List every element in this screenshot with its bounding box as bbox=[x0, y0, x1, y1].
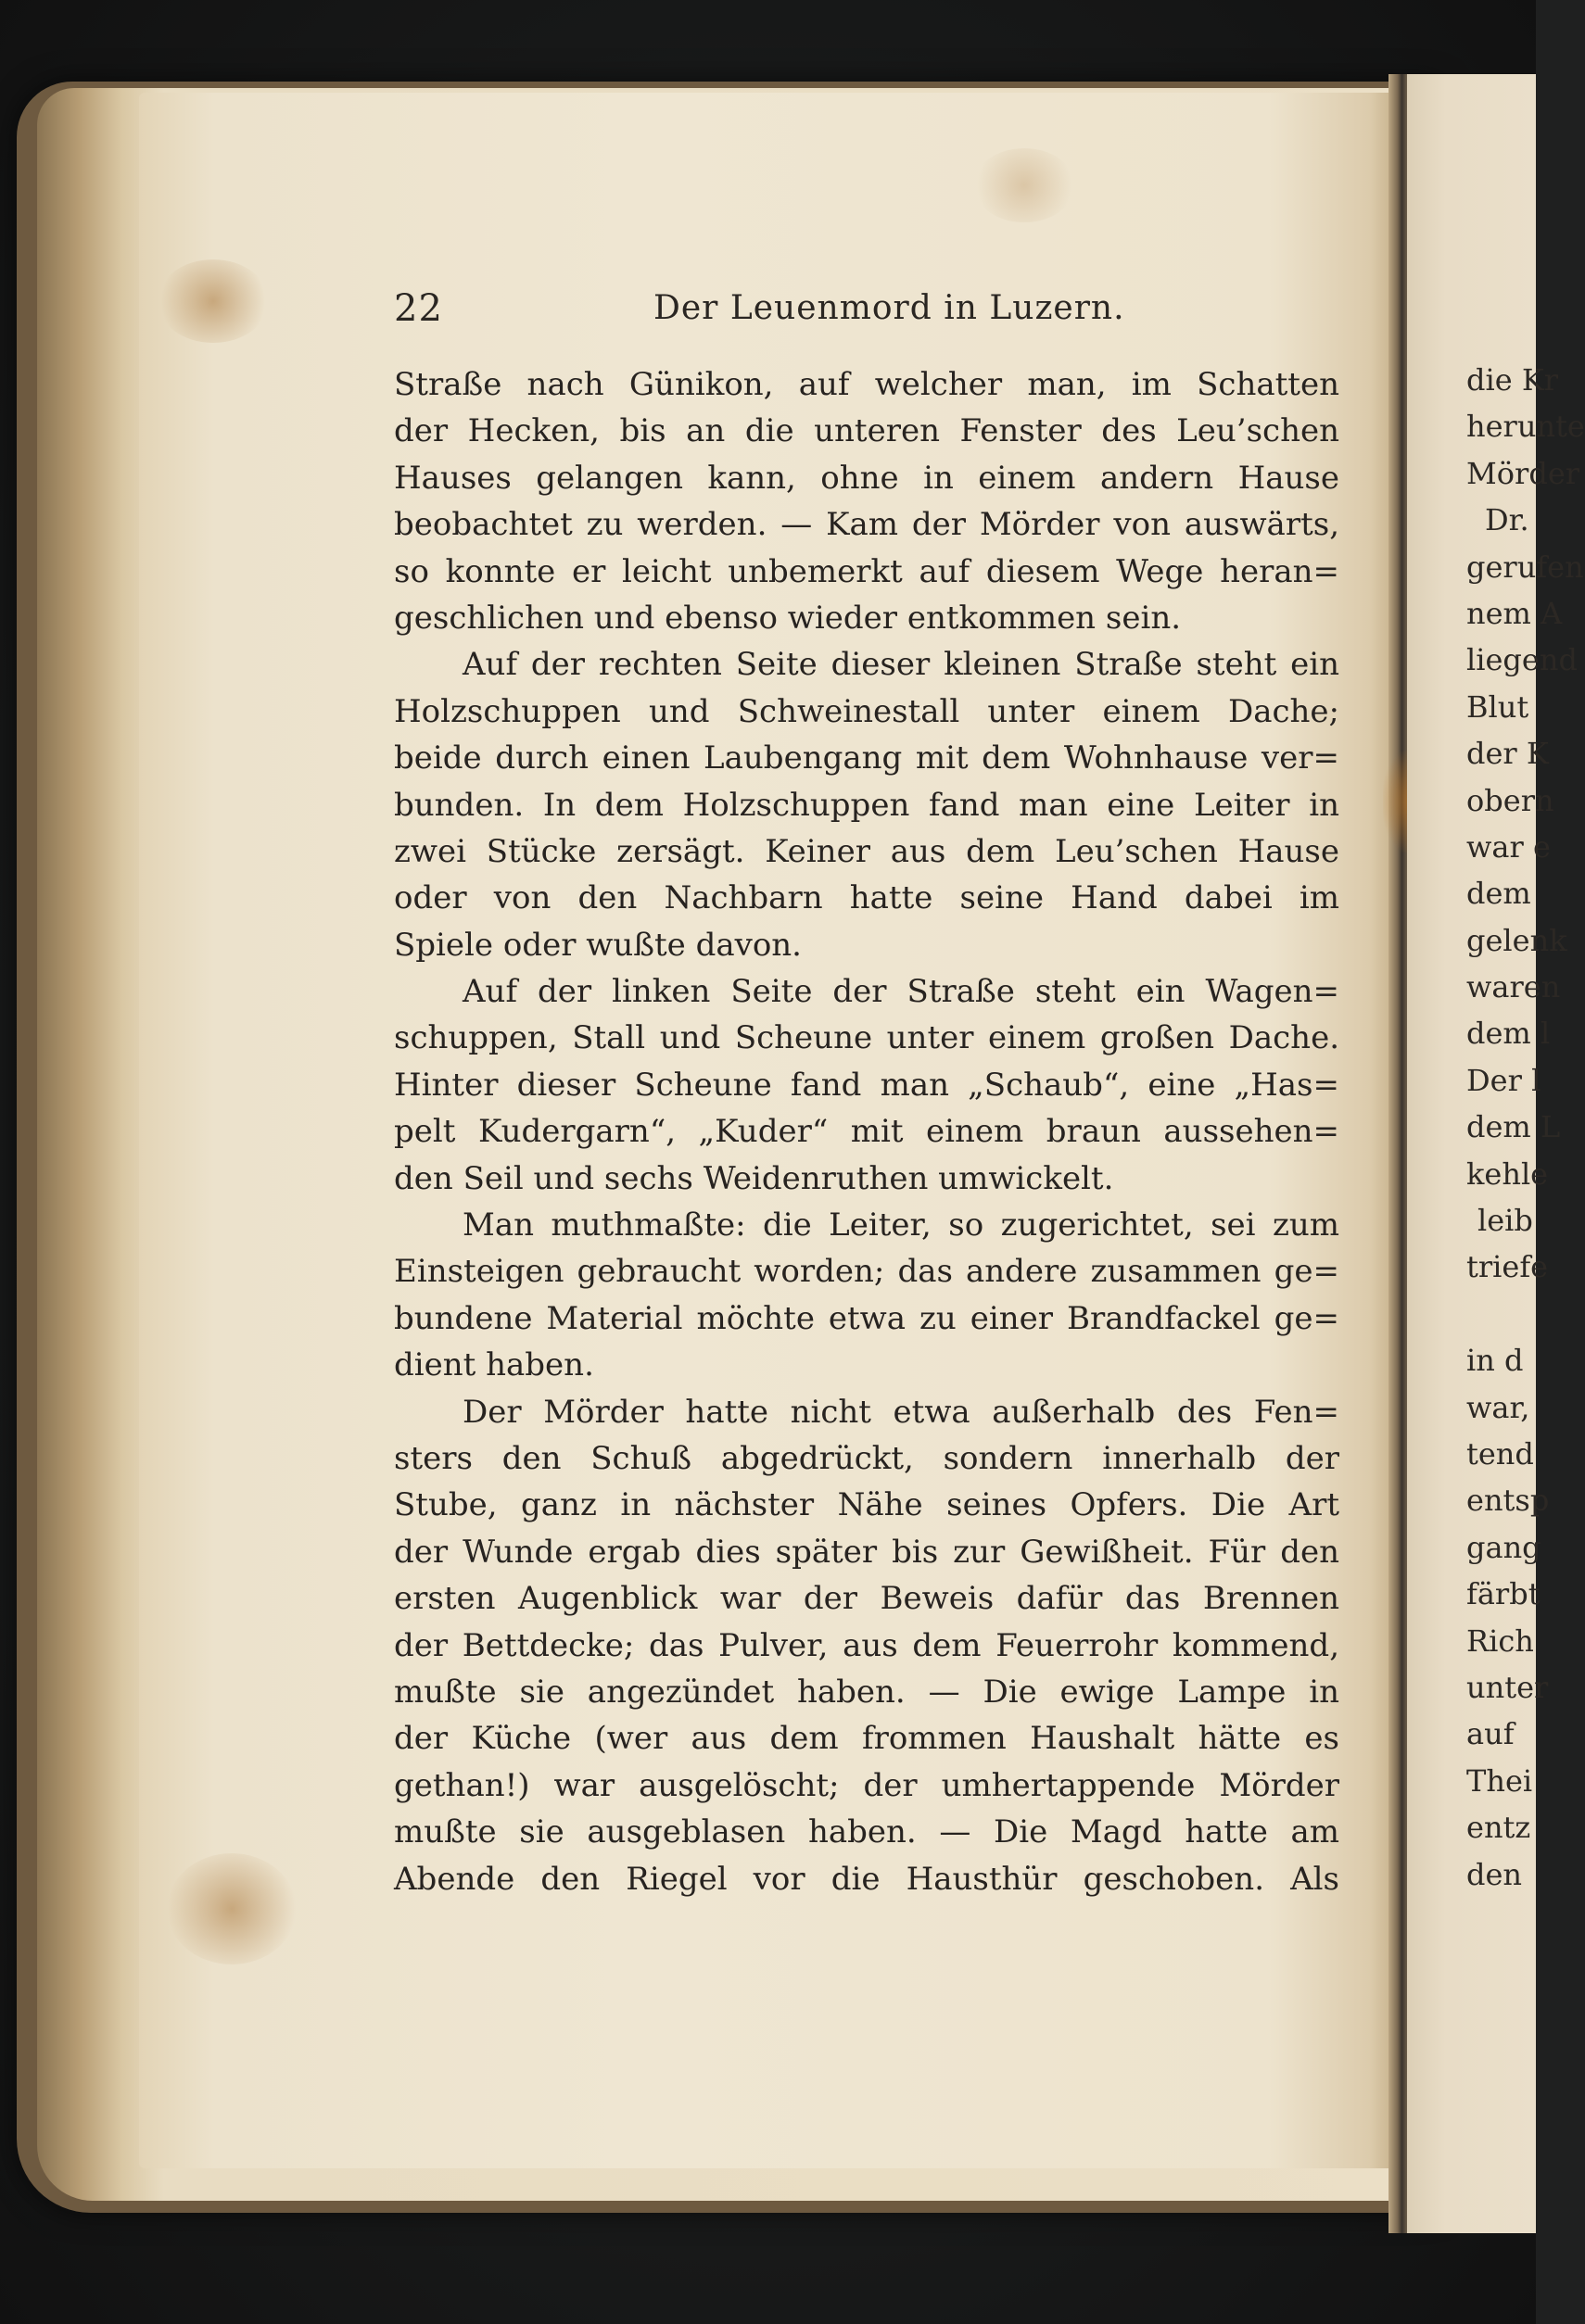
facing-line: leib bbox=[1477, 1203, 1533, 1239]
facing-line: waren bbox=[1466, 969, 1561, 1005]
text-line: so konnte er leicht unbemerkt auf diesem Wege heran= bbox=[394, 552, 1339, 590]
text-line: Der Mörder hatte nicht etwa außerhalb des Fen= bbox=[463, 1393, 1339, 1431]
text-line: mußte sie angezündet haben. — Die ewige Lampe in bbox=[394, 1673, 1339, 1711]
facing-line: entz bbox=[1466, 1810, 1531, 1846]
text-line: beobachtet zu werden. — Kam der Mörder von auswärts, bbox=[394, 506, 1339, 544]
text-line: der Wunde ergab dies später bis zur Gewißheit. Für den bbox=[394, 1533, 1339, 1571]
text-line: Hauses gelangen kann, ohne in einem andern Hause bbox=[394, 459, 1339, 497]
text-line: dient haben. bbox=[394, 1346, 594, 1384]
text-line: Auf der linken Seite der Straße steht ein Wagen= bbox=[463, 973, 1339, 1011]
text-line: sters den Schuß abgedrückt, sondern innerhalb der bbox=[394, 1439, 1339, 1477]
facing-line: Dr. bbox=[1485, 502, 1529, 538]
facing-line: triefe bbox=[1466, 1249, 1549, 1285]
text-line: Stube, ganz in nächster Nähe seines Opfers. Die Art bbox=[394, 1486, 1339, 1524]
text-line: beide durch einen Laubengang mit dem Wohnhause ver= bbox=[394, 739, 1339, 777]
facing-line: Rich bbox=[1466, 1623, 1534, 1659]
foxing-spot bbox=[167, 1853, 297, 1964]
facing-line: dem bbox=[1466, 876, 1531, 912]
foxing-spot bbox=[973, 148, 1075, 222]
text-line: gethan!) war ausgelöscht; der umhertappende Mörder bbox=[394, 1766, 1339, 1804]
text-line: geschlichen und ebenso wieder entkommen sein. bbox=[394, 599, 1182, 637]
facing-page-text bbox=[1466, 357, 1585, 1898]
text-line: Straße nach Günikon, auf welcher man, im Schatten bbox=[394, 366, 1339, 403]
text-line: ersten Augenblick war der Beweis dafür das Brennen bbox=[394, 1580, 1339, 1618]
page-number: 22 bbox=[394, 287, 443, 330]
text-line: oder von den Nachbarn hatte seine Hand dabei im bbox=[394, 879, 1339, 917]
facing-line: färbt bbox=[1466, 1576, 1541, 1612]
text-line: Spiele oder wußte davon. bbox=[394, 926, 802, 964]
facing-line: gang bbox=[1466, 1529, 1541, 1565]
facing-line: auf bbox=[1466, 1716, 1515, 1752]
text-line: Man muthmaßte: die Leiter, so zugerichtet, sei zum bbox=[463, 1206, 1339, 1244]
facing-line: die Kr bbox=[1466, 362, 1559, 398]
text-line: schuppen, Stall und Scheune unter einem großen Dache. bbox=[394, 1019, 1339, 1057]
text-line: den Seil und sechs Weidenruthen umwickelt. bbox=[394, 1159, 1114, 1197]
text-line: Auf der rechten Seite dieser kleinen Straße steht ein bbox=[463, 646, 1339, 684]
text-line: bundene Material möchte etwa zu einer Brandfackel ge= bbox=[394, 1299, 1339, 1337]
facing-line: Thei bbox=[1466, 1762, 1533, 1799]
facing-line: entsp bbox=[1466, 1483, 1550, 1519]
foxing-spot bbox=[158, 259, 269, 343]
facing-line: tend bbox=[1466, 1435, 1534, 1471]
facing-line: gelenk bbox=[1466, 922, 1567, 958]
text-line: Abende den Riegel vor die Hausthür geschoben. Als bbox=[394, 1860, 1339, 1898]
facing-line: obern bbox=[1466, 782, 1554, 818]
facing-line: nem A bbox=[1466, 595, 1563, 631]
running-head bbox=[394, 287, 1339, 343]
facing-line: gerufen bbox=[1466, 549, 1584, 585]
facing-line: in d bbox=[1466, 1343, 1524, 1379]
facing-line: Blut bbox=[1466, 688, 1529, 725]
facing-line: herunte bbox=[1466, 409, 1585, 445]
facing-line: Mörder bbox=[1466, 455, 1580, 491]
facing-line: unter bbox=[1466, 1669, 1549, 1705]
facing-line: dem L bbox=[1466, 1109, 1561, 1145]
facing-line: war, bbox=[1466, 1389, 1530, 1425]
running-title: Der Leuenmord in Luzern. bbox=[653, 289, 1125, 327]
text-line: Hinter dieser Scheune fand man „Schaub“, eine „Has= bbox=[394, 1066, 1339, 1104]
text-line: der Bettdecke; das Pulver, aus dem Feuerrohr kommend, bbox=[394, 1626, 1339, 1664]
text-line: mußte sie ausgeblasen haben. — Die Magd hatte am bbox=[394, 1813, 1339, 1851]
facing-line: war e bbox=[1466, 828, 1551, 865]
facing-line: der K bbox=[1466, 736, 1549, 772]
facing-line: liegend bbox=[1466, 642, 1578, 678]
text-line: der Hecken, bis an die unteren Fenster des Leu’schen bbox=[394, 412, 1339, 450]
text-line: Holzschuppen und Schweinestall unter einem Dache; bbox=[394, 692, 1339, 730]
text-line: bunden. In dem Holzschuppen fand man eine Leiter in bbox=[394, 786, 1339, 824]
facing-line: kehle bbox=[1466, 1156, 1549, 1192]
facing-line: den bbox=[1466, 1856, 1523, 1892]
facing-line: Der l bbox=[1466, 1062, 1541, 1098]
text-line: pelt Kudergarn“, „Kuder“ mit einem braun aussehen= bbox=[394, 1113, 1339, 1151]
facing-line bbox=[1466, 1291, 1536, 1337]
facing-line: dem l bbox=[1466, 1016, 1551, 1052]
text-line: Einsteigen gebraucht worden; das andere zusammen ge= bbox=[394, 1253, 1339, 1291]
text-line: zwei Stücke zersägt. Keiner aus dem Leu’schen Hause bbox=[394, 832, 1339, 870]
body-text bbox=[394, 361, 1339, 1902]
text-line: der Küche (wer aus dem frommen Haushalt hätte es bbox=[394, 1720, 1339, 1758]
